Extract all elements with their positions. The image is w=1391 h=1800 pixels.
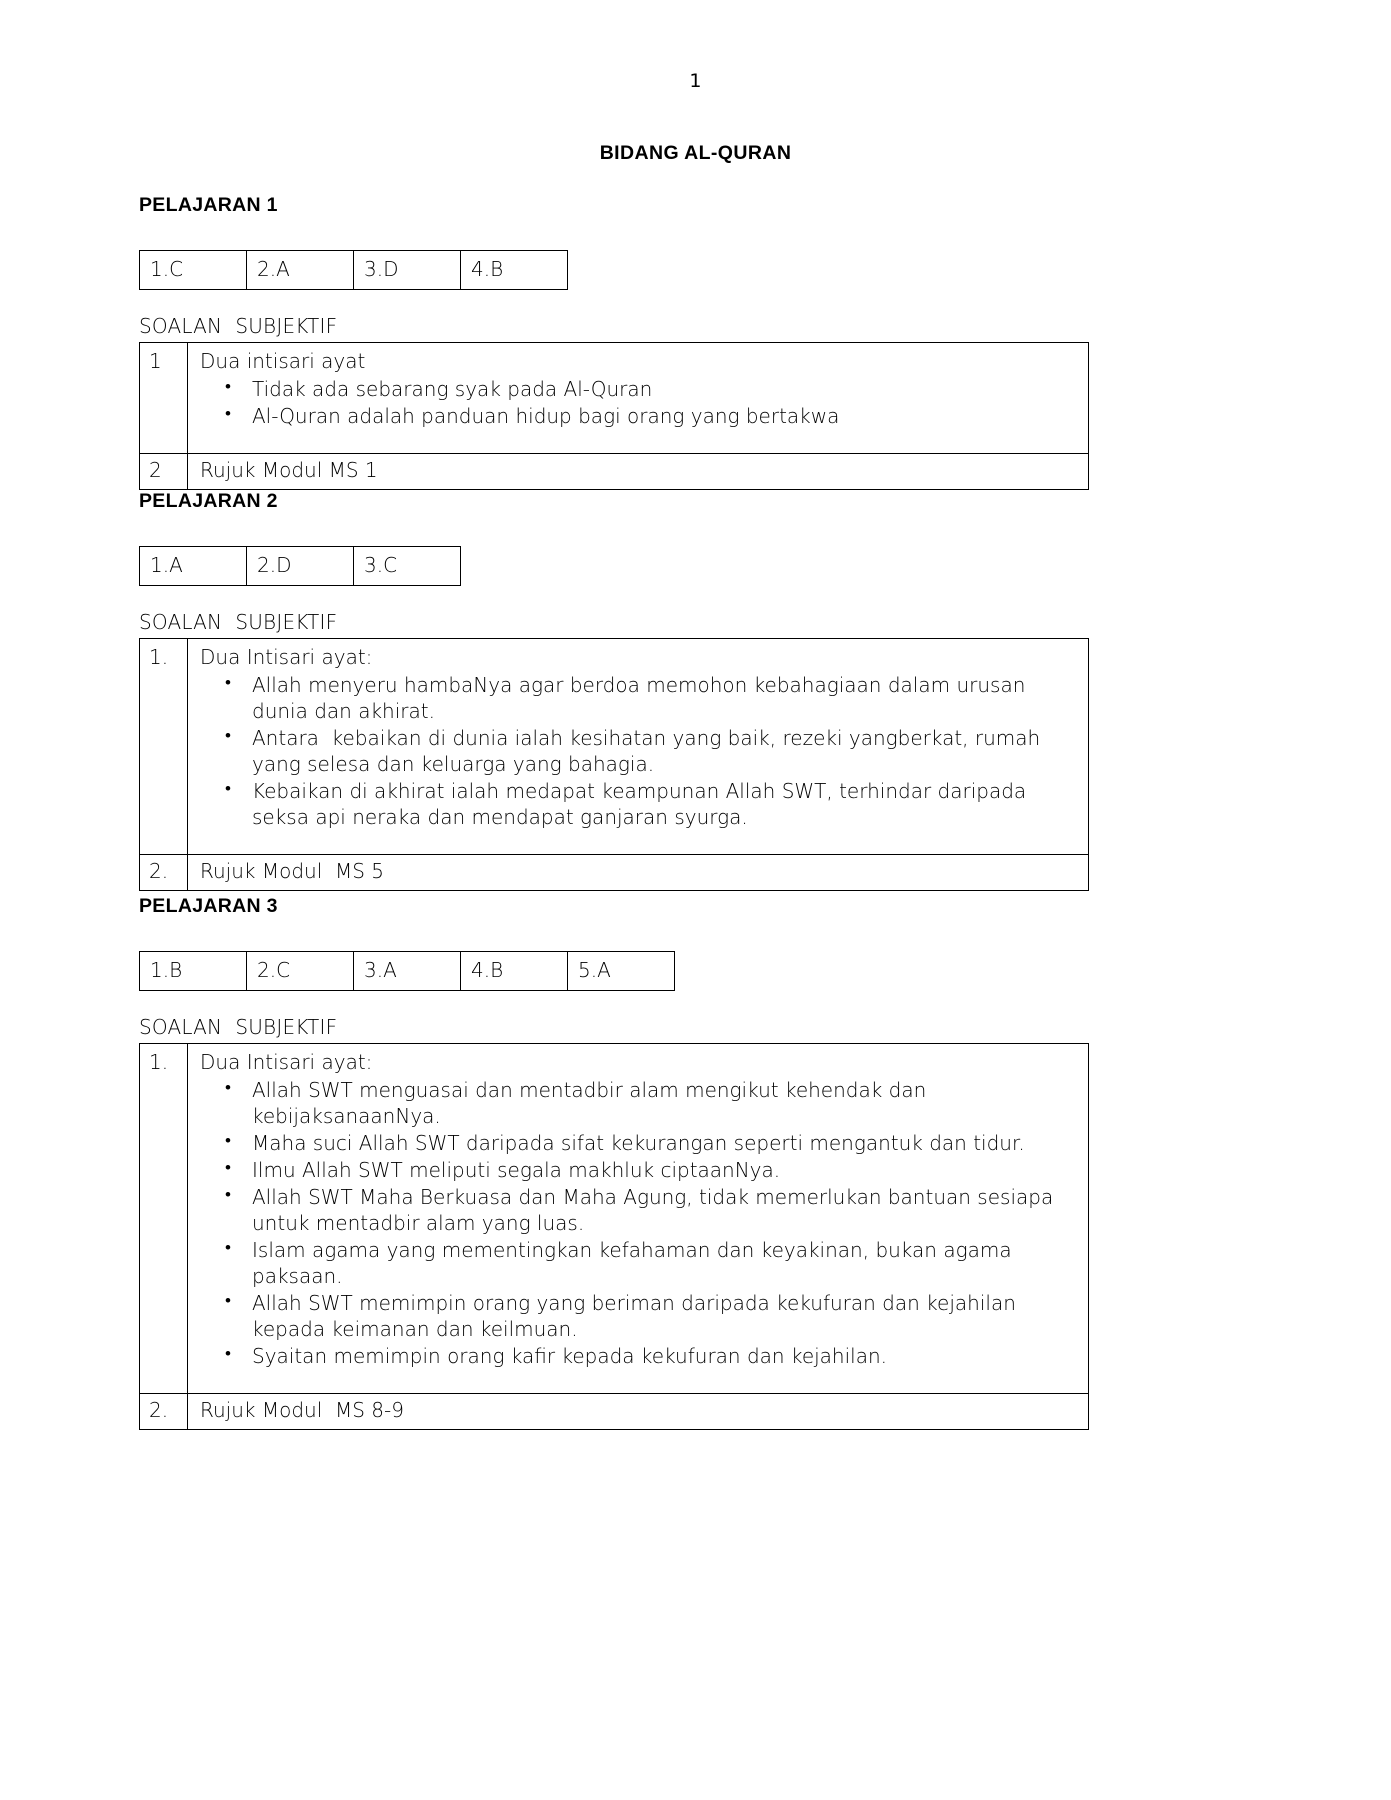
bullet-item: • Allah SWT menguasai dan mentadbir alam mengikut kehendak dan kebijaksanaanNya.: [200, 1077, 1078, 1129]
table-row: [140, 250, 568, 289]
objective-answer-cell: 4.B: [461, 951, 568, 990]
spacer: [139, 512, 1089, 546]
row-lead-text: Rujuk Modul MS 1: [200, 457, 378, 482]
bullet-item: • Kebaikan di akhirat ialah medapat keampunan Allah SWT, terhindar daripada seksa api neraka dan mendapat ganjaran syurga.: [200, 778, 1078, 830]
objective-answer-cell: 3.D: [354, 250, 461, 289]
subjective-answers-table: [139, 1043, 1089, 1430]
subjective-answers-table: [139, 638, 1089, 891]
objective-answers-table: [139, 250, 568, 290]
row-lead-text: Rujuk Modul MS 8-9: [200, 1397, 404, 1422]
bullet-list: [200, 672, 1078, 830]
objective-answer-cell: 5.A: [568, 951, 675, 990]
subjective-section-label: SOALAN SUBJEKTIF: [139, 1014, 338, 1039]
spacer: [139, 216, 1089, 250]
lesson-section: [139, 492, 1089, 891]
subjective-section-label: SOALAN SUBJEKTIF: [139, 313, 338, 338]
document-title: BIDANG AL-QURAN: [599, 142, 792, 164]
lesson-section: [139, 897, 1089, 1430]
bullet-list: [200, 1077, 1078, 1369]
row-content-cell: [188, 342, 1089, 453]
bullet-item: • Allah menyeru hambaNya agar berdoa memohon kebahagiaan dalam urusan dunia dan akhirat.: [200, 672, 1078, 724]
row-lead-text: Rujuk Modul MS 5: [200, 858, 385, 883]
cell-bottom-padding: [200, 831, 1078, 847]
row-content-cell: [188, 854, 1089, 890]
objective-answer-cell: 2.C: [247, 951, 354, 990]
table-row: [140, 342, 1089, 453]
row-content-cell: [188, 1043, 1089, 1393]
bullet-item: • Maha suci Allah SWT daripada sifat kekurangan seperti mengantuk dan tidur.: [200, 1130, 1078, 1156]
row-lead-text: Dua Intisari ayat:: [200, 1049, 373, 1074]
table-row: [140, 453, 1089, 489]
table-row: [140, 951, 675, 990]
lesson-heading: PELAJARAN 1: [139, 194, 278, 216]
objective-answer-cell: 1.C: [140, 250, 247, 289]
row-content-cell: [188, 1393, 1089, 1429]
bullet-item: • Tidak ada sebarang syak pada Al-Quran: [200, 376, 1078, 402]
row-number-cell: 2.: [140, 854, 188, 890]
row-number-cell: 2.: [140, 1393, 188, 1429]
objective-answer-cell: 3.C: [354, 546, 461, 585]
bullet-item: • Al-Quran adalah panduan hidup bagi orang yang bertakwa: [200, 403, 1078, 429]
row-number-cell: 1.: [140, 638, 188, 854]
table-row: [140, 1043, 1089, 1393]
row-number-cell: 1.: [140, 1043, 188, 1393]
objective-answer-cell: 1.A: [140, 546, 247, 585]
bullet-item: • Islam agama yang mementingkan kefahaman dan keyakinan, bukan agama paksaan.: [200, 1237, 1078, 1289]
row-number-cell: 1: [140, 342, 188, 453]
spacer: [139, 991, 1089, 1017]
subjective-answers-table: [139, 342, 1089, 490]
cell-bottom-padding: [200, 430, 1078, 446]
objective-answers-table: [139, 546, 461, 586]
spacer: [139, 586, 1089, 612]
row-lead-text: Dua Intisari ayat:: [200, 644, 373, 669]
lesson-heading: PELAJARAN 2: [139, 490, 278, 512]
bullet-list: [200, 376, 1078, 429]
lesson-section: [139, 196, 1089, 490]
bullet-item: • Allah SWT Maha Berkuasa dan Maha Agung, tidak memerlukan bantuan sesiapa untuk mentadbir alam yang luas.: [200, 1184, 1078, 1236]
spacer: [139, 917, 1089, 951]
objective-answer-cell: 2.A: [247, 250, 354, 289]
row-content-cell: [188, 453, 1089, 489]
lesson-heading: PELAJARAN 3: [139, 895, 278, 917]
row-number-cell: 2: [140, 453, 188, 489]
table-row: [140, 854, 1089, 890]
bullet-item: • Syaitan memimpin orang kafir kepada kekufuran dan kejahilan.: [200, 1343, 1078, 1369]
table-row: [140, 1393, 1089, 1429]
table-row: [140, 546, 461, 585]
page-number: 1: [689, 70, 702, 92]
objective-answer-cell: 2.D: [247, 546, 354, 585]
table-row: [140, 638, 1089, 854]
bullet-item: • Ilmu Allah SWT meliputi segala makhluk ciptaanNya.: [200, 1157, 1078, 1183]
subjective-section-label: SOALAN SUBJEKTIF: [139, 609, 338, 634]
row-content-cell: [188, 638, 1089, 854]
spacer: [139, 290, 1089, 316]
objective-answer-cell: 4.B: [461, 250, 568, 289]
objective-answer-cell: 1.B: [140, 951, 247, 990]
bullet-item: • Antara kebaikan di dunia ialah kesihatan yang baik, rezeki yangberkat, rumah yang selesa dan keluarga yang bahagia.: [200, 725, 1078, 777]
bullet-item: • Allah SWT memimpin orang yang beriman daripada kekufuran dan kejahilan kepada keimanan dan keilmuan.: [200, 1290, 1078, 1342]
row-lead-text: Dua intisari ayat: [200, 348, 366, 373]
objective-answers-table: [139, 951, 675, 991]
cell-bottom-padding: [200, 1370, 1078, 1386]
objective-answer-cell: 3.A: [354, 951, 461, 990]
